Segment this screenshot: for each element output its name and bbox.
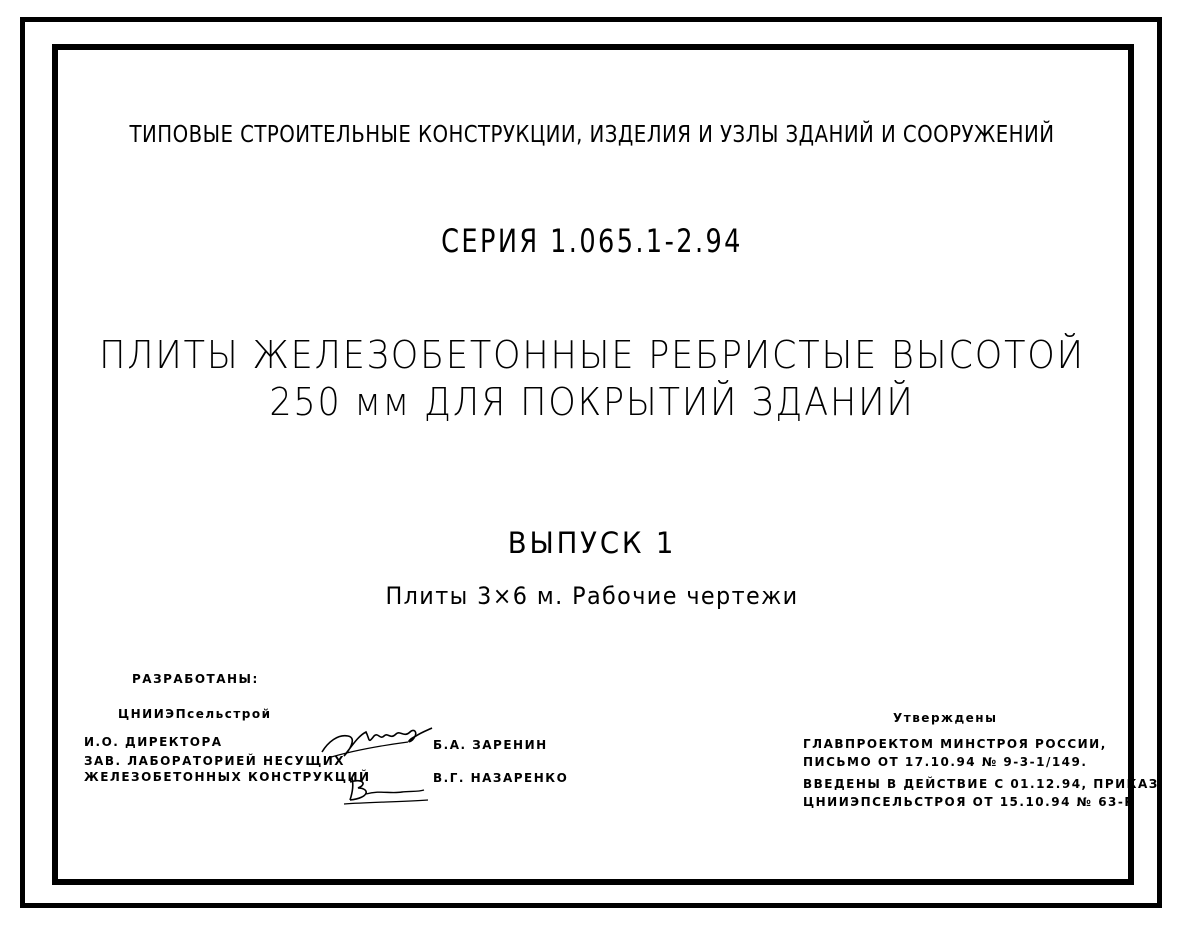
lab-head-role-line2: ЖЕЛЕЗОБЕТОННЫХ КОНСТРУКЦИЙ	[84, 770, 371, 784]
series-number: СЕРИЯ 1.065.1-2.94	[441, 222, 743, 260]
approved-line2: ПИСЬМО ОТ 17.10.94 № 9-3-1/149.	[803, 755, 1088, 769]
approved-label: Утверждены	[893, 711, 998, 725]
developer-organization: ЦНИИЭПсельстрой	[118, 707, 272, 721]
lab-head-name: В.Г. НАЗАРЕНКО	[433, 771, 569, 785]
developed-label: РАЗРАБОТАНЫ:	[132, 672, 259, 686]
approved-line1: ГЛАВПРОЕКТОМ МИНСТРОЯ РОССИИ,	[803, 737, 1107, 751]
lab-head-role-line1: ЗАВ. ЛАБОРАТОРИЕЙ НЕСУЩИХ	[84, 754, 346, 768]
director-signature	[318, 722, 436, 762]
document-title-line1: ПЛИТЫ ЖЕЛЕЗОБЕТОННЫЕ РЕБРИСТЫЕ ВЫСОТОЙ	[99, 333, 1085, 377]
document-title-line2: 250 мм ДЛЯ ПОКРЫТИЙ ЗДАНИЙ	[269, 380, 915, 424]
issue-subtitle: Плиты 3×6 м. Рабочие чертежи	[385, 582, 799, 610]
issue-number: ВЫПУСК 1	[507, 526, 677, 560]
acting-director-role: И.О. ДИРЕКТОРА	[84, 735, 223, 749]
director-name: Б.А. ЗАРЕНИН	[433, 738, 548, 752]
document-header: ТИПОВЫЕ СТРОИТЕЛЬНЫЕ КОНСТРУКЦИИ, ИЗДЕЛИЯ И УЗЛЫ ЗДАНИЙ И СООРУЖЕНИЙ	[129, 122, 1055, 148]
approved-line3: ВВЕДЕНЫ В ДЕЙСТВИЕ С 01.12.94, ПРИКАЗ	[803, 777, 1159, 791]
approved-line4: ЦНИИЭПСЕЛЬСТРОЯ ОТ 15.10.94 № 63-Р	[803, 795, 1135, 809]
lab-head-signature	[340, 772, 432, 808]
